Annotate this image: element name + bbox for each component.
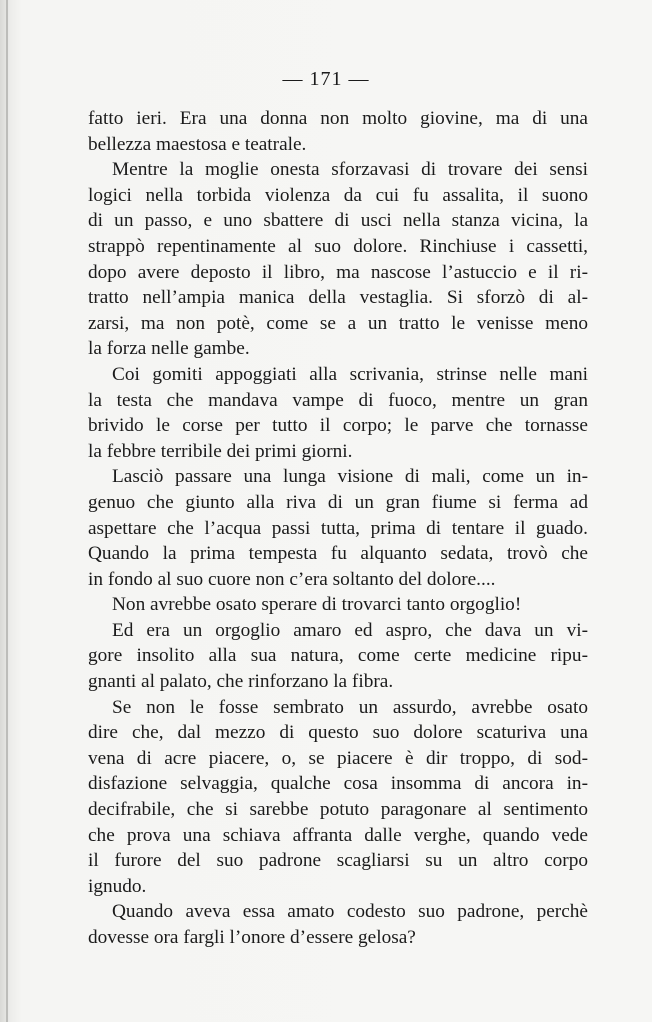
text-line: strappò repentinamente al suo dolore. Rinchiuse i cassetti,: [88, 235, 588, 257]
page-number: — 171 —: [282, 68, 370, 90]
text-line: disfazione selvaggia, qualche cosa insomma di ancora in-: [88, 773, 588, 795]
text-line: aspettare che l’acqua passi tutta, prima di tentare il guado.: [88, 517, 588, 539]
text-line: dopo avere deposto il libro, ma nascose l’astuccio e il ri-: [88, 261, 588, 283]
text-line: Mentre la moglie onesta sforzavasi di trovare dei sensi: [112, 159, 588, 181]
text-line: tratto nell’ampia manica della vestaglia. Si sforzò di al-: [88, 287, 588, 309]
text-line: zarsi, ma non potè, come se a un tratto le venisse meno: [88, 312, 588, 334]
text-line: bellezza maestosa e teatrale.: [88, 133, 307, 155]
text-line: che prova una schiava affranta dalle verghe, quando vede: [88, 824, 588, 846]
body-text: [88, 106, 588, 951]
text-line: ignudo.: [88, 875, 147, 897]
text-line: gore insolito alla sua natura, come certe medicine ripu-: [88, 645, 588, 667]
text-line: genuo che giunto alla riva di un gran fiume si ferma ad: [88, 491, 588, 513]
binding-edge: [6, 0, 8, 1022]
text-line: la forza nelle gambe.: [88, 338, 250, 360]
text-line: Lasciò passare una lunga visione di mali, come un in-: [112, 466, 588, 488]
text-line: fatto ieri. Era una donna non molto giovine, ma di una: [88, 108, 588, 129]
text-line: vena di acre piacere, o, se piacere è dir troppo, di sod-: [88, 747, 588, 769]
text-line: il furore del suo padrone scagliarsi su un altro corpo: [88, 850, 588, 872]
text-line: Quando la prima tempesta fu alquanto sedata, trovò che: [88, 543, 588, 565]
text-line: Se non le fosse sembrato un assurdo, avrebbe osato: [112, 696, 588, 718]
text-line: in fondo al suo cuore non c’era soltanto del dolore....: [88, 568, 496, 590]
text-line: logici nella torbida violenza da cui fu assalita, il suono: [88, 184, 588, 206]
text-line: gnanti al palato, che rinforzano la fibra.: [88, 671, 394, 693]
text-line: Ed era un orgoglio amaro ed aspro, che dava un vi-: [112, 619, 588, 641]
text-line: decifrabile, che si sarebbe potuto paragonare al sentimento: [88, 799, 588, 821]
text-line: di un passo, e uno sbattere di usci nella stanza vicina, la: [88, 210, 588, 232]
text-line: dire che, dal mezzo di questo suo dolore scaturiva una: [88, 722, 588, 744]
text-line: Quando aveva essa amato codesto suo padrone, perchè: [112, 901, 588, 923]
text-line: dovesse ora fargli l’onore d’essere gelosa?: [88, 927, 416, 948]
text-line: la testa che mandava vampe di fuoco, mentre un gran: [88, 389, 588, 411]
text-line: Coi gomiti appoggiati alla scrivania, strinse nelle mani: [112, 363, 588, 385]
text-line: la febbre terribile dei primi giorni.: [88, 440, 353, 462]
text-line: Non avrebbe osato sperare di trovarci tanto orgoglio!: [112, 594, 522, 616]
text-line: brivido le corse per tutto il corpo; le parve che tornasse: [88, 415, 588, 437]
